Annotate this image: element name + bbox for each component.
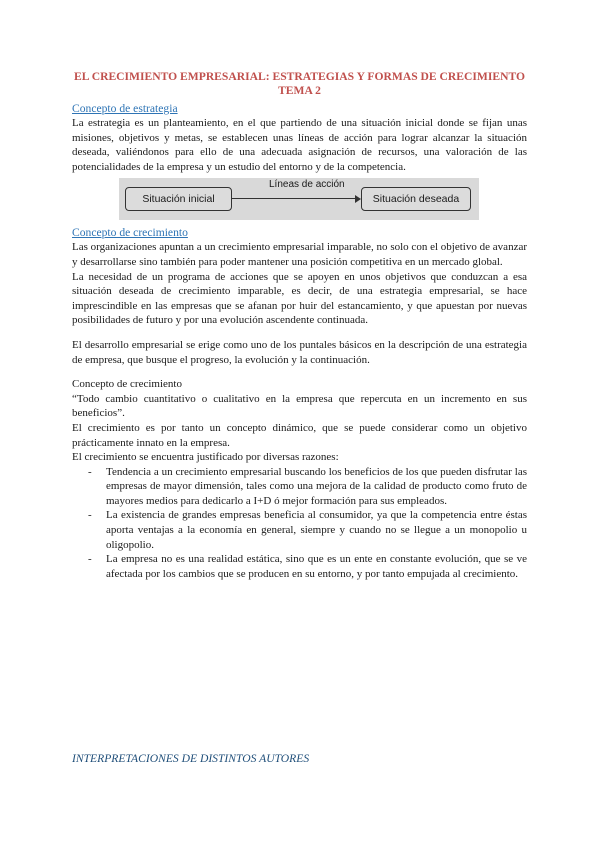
list-item: - La empresa no es una realidad estática, sino que es un ente en constante evolución, que se ve afectada por los cambios que se producen en su entorno, y por tanto empujada al crecimiento. (72, 552, 527, 581)
growth-heading: Concepto de crecimiento (72, 226, 188, 240)
document-body (72, 70, 527, 581)
strategy-heading: Concepto de estrategia (72, 102, 178, 115)
strategy-paragraph: La estrategia es un planteamiento, en el que partiendo de una situación inicial donde se fijan unas misiones, objetivos y metas, se establecen unas líneas de acción para lograr alcanzar la situación deseada, valiéndonos para ello de una adecuada asignación de recursos, una valoración de las potencialidades de la empresa y un estudio del entorno y de la competencia. (72, 117, 527, 173)
document-title: EL CRECIMIENTO EMPRESARIAL: ESTRATEGIAS Y FORMAS DE CRECIMIENTO (73, 70, 526, 83)
desired-situation-box: Situación deseada (361, 187, 471, 211)
strategy-diagram (119, 178, 479, 220)
growth-paragraph-2: La necesidad de un programa de acciones que se apoyen en unos objetivos que conduzcan a esa situación deseada de crecimiento imparable, es decir, de una estrategia empresarial, se hace imprescindible en las empresas que se afanan por huir del estancamiento, y que apuestan por nuevas posibilidades de futuro y por una evolución ascendente continuada. (72, 270, 527, 327)
reasons-list (72, 465, 527, 582)
action-lines-label: Líneas de acción (269, 179, 345, 191)
growth-paragraph-1: Las organizaciones apuntan a un crecimiento empresarial imparable, no solo con el objetivo de avanzar y desarrollarse sino también para poder mantener una posición competitiva en un mercado global. (72, 241, 527, 268)
growth-quote: “Todo cambio cuantitativo o cualitativo en la empresa que repercuta en un incremento en sus beneficios”. (72, 392, 527, 420)
growth-paragraph-3: El desarrollo empresarial se erige como uno de los puntales básicos en la descripción de una estrategia de empresa, que busque el progreso, la evolución y la continuación. (72, 338, 527, 366)
growth-concept-heading: Concepto de crecimiento (72, 378, 182, 391)
growth-dynamic-paragraph: El crecimiento es por tanto un concepto dinámico, que se puede considerar como un objetivo prácticamente innato en la empresa. (72, 421, 527, 449)
growth-reasons-intro: El crecimiento se encuentra justificado por diversas razones: (72, 451, 339, 464)
document-subtitle: TEMA 2 (278, 84, 321, 97)
list-item: - La existencia de grandes empresas beneficia al consumidor, ya que la competencia entre éstas aporta ventajas a la economía en general, siempre y cuando no se llegue a un monopolio u oligopolio. (72, 508, 527, 552)
initial-situation-box: Situación inicial (125, 187, 232, 211)
list-item: - Tendencia a un crecimiento empresarial buscando los beneficios de los que pueden disfrutar las empresas de mayor dimensión, tales como una mejora de la calidad de producto como fruto de mayores medios para dedicarlo a I+D ó mejor formación para sus empleados. (72, 465, 527, 509)
authors-heading: INTERPRETACIONES DE DISTINTOS AUTORES (72, 752, 310, 765)
arrow-line (231, 198, 359, 199)
